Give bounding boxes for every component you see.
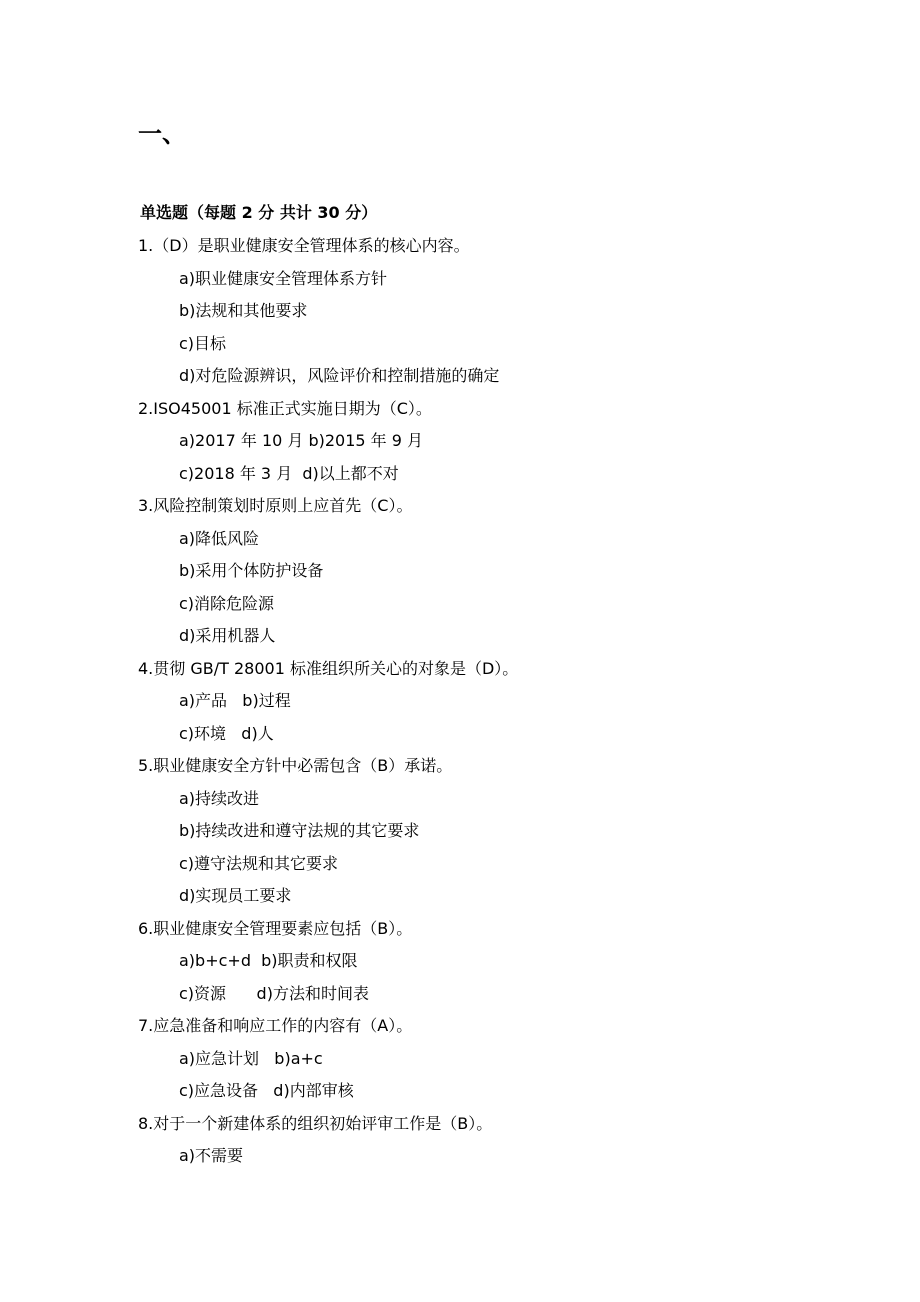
question-stem: 1.（D）是职业健康安全管理体系的核心内容。 xyxy=(138,236,470,255)
answer-option: c)环境 d)人 xyxy=(179,723,274,743)
answer-option: d)对危险源辨识，风险评价和控制措施的确定 xyxy=(179,366,500,385)
question-item xyxy=(138,750,838,913)
answer-option: b)采用个体防护设备 xyxy=(179,561,324,580)
answer-option: b)持续改进和遵守法规的其它要求 xyxy=(179,821,420,840)
answer-option: c)消除危险源 xyxy=(179,593,275,613)
question-stem: 2.ISO45001 标准正式实施日期为（C）。 xyxy=(138,398,432,418)
answer-option: c)2018 年 3 月 d)以上都不对 xyxy=(179,463,399,483)
question-item xyxy=(138,230,838,393)
answer-option: a)持续改进 xyxy=(179,788,260,808)
answer-option: d)实现员工要求 xyxy=(179,886,292,905)
answer-option: a)应急计划 b)a+c xyxy=(179,1048,323,1068)
answer-option: a)降低风险 xyxy=(179,528,260,548)
question-stem: 7.应急准备和响应工作的内容有（A）。 xyxy=(138,1016,413,1035)
answer-option: c)目标 xyxy=(179,333,227,353)
answer-option: c)遵守法规和其它要求 xyxy=(179,853,339,873)
question-list xyxy=(138,230,838,1173)
question-stem: 8.对于一个新建体系的组织初始评审工作是（B）。 xyxy=(138,1113,493,1133)
answer-option: a)不需要 xyxy=(179,1146,244,1165)
question-stem: 6.职业健康安全管理要素应包括（B）。 xyxy=(138,918,413,938)
section-number: 一、 xyxy=(138,120,186,148)
question-stem: 4.贯彻 GB/T 28001 标准组织所关心的对象是（D）。 xyxy=(138,658,519,678)
answer-option: d)采用机器人 xyxy=(179,626,276,645)
question-item xyxy=(138,1108,838,1173)
answer-option: a)职业健康安全管理体系方针 xyxy=(179,268,388,288)
question-item xyxy=(138,913,838,1011)
answer-option: c)资源 d)方法和时间表 xyxy=(179,983,369,1003)
question-stem: 3.风险控制策划时原则上应首先（C）。 xyxy=(138,496,413,515)
answer-option: b)法规和其他要求 xyxy=(179,301,308,320)
answer-option: a)b+c+d b)职责和权限 xyxy=(179,951,358,970)
answer-option: c)应急设备 d)内部审核 xyxy=(179,1081,354,1100)
question-stem: 5.职业健康安全方针中必需包含（B）承诺。 xyxy=(138,756,453,775)
question-item xyxy=(138,393,838,491)
section-heading: 单选题（每题 2 分 共计 30 分） xyxy=(140,203,378,222)
question-item xyxy=(138,1010,838,1108)
question-item xyxy=(138,653,838,751)
answer-option: a)产品 b)过程 xyxy=(179,691,291,710)
question-item xyxy=(138,490,838,653)
answer-option: a)2017 年 10 月 b)2015 年 9 月 xyxy=(179,431,424,450)
